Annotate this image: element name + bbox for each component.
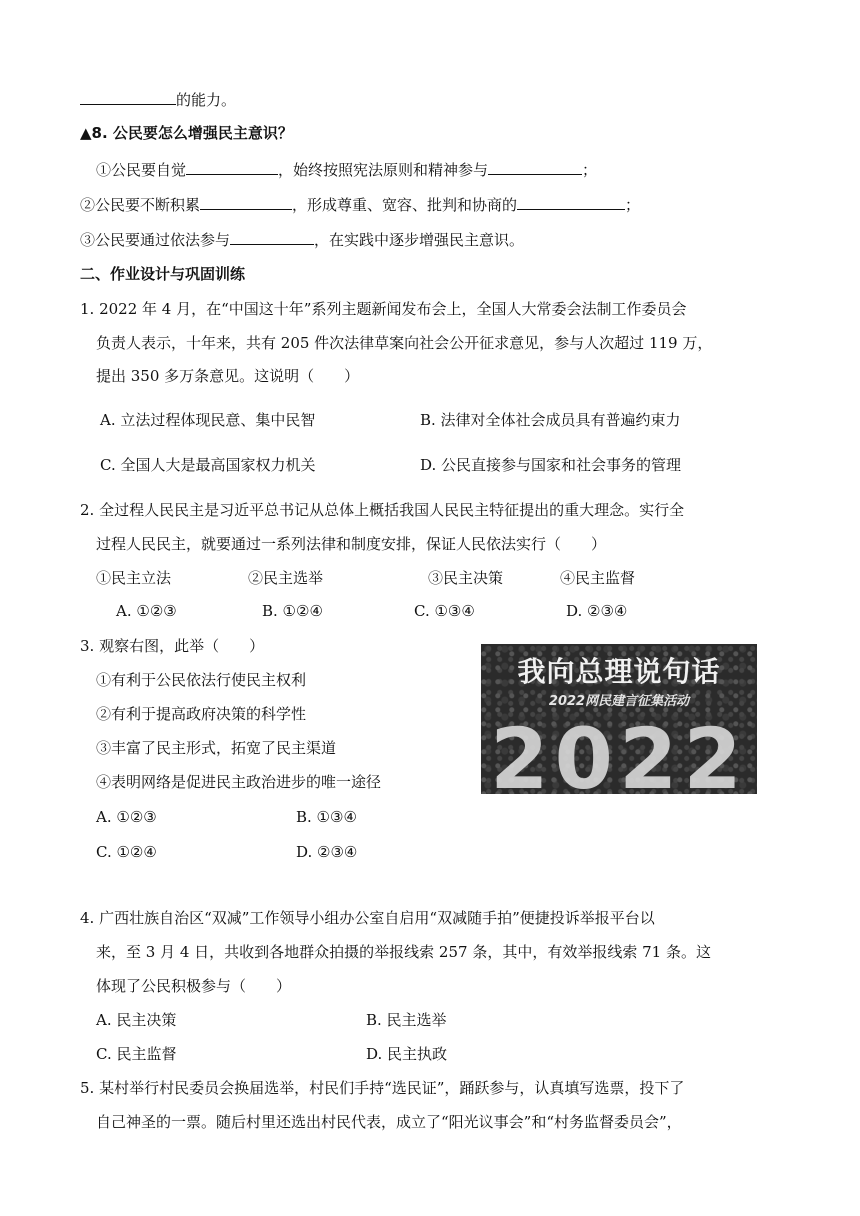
q5-line-2: 自己神圣的一票。随后村里还选出村民代表，成立了“阳光议事会”和“村务监督委员会”， [96, 1113, 682, 1131]
text: ； [625, 196, 641, 214]
answer-blank[interactable] [186, 158, 278, 175]
q2-option-d[interactable]: D. ②③④ [566, 602, 628, 620]
q1-option-b[interactable]: B. 法律对全体社会成员具有普遍约束力 [420, 411, 681, 429]
q8-item-3 [80, 228, 524, 251]
q3-option-b[interactable]: B. ①③④ [296, 808, 357, 826]
q4-option-d[interactable]: D. 民主执政 [366, 1045, 448, 1063]
text: ③公民要通过依法参与 [80, 231, 231, 249]
q3-statement-2: ②有利于提高政府决策的科学性 [96, 705, 307, 723]
q3-statement-3: ③丰富了民主形式，拓宽了民主渠道 [96, 739, 337, 757]
q3-option-a[interactable]: A. ①②③ [96, 808, 157, 826]
answer-blank[interactable] [517, 193, 625, 210]
q8-item-2 [80, 193, 640, 216]
q3-statement-4: ④表明网络是促进民主政治进步的唯一途径 [96, 773, 382, 791]
q2-line-1: 2. 全过程人民民主是习近平总书记从总体上概括我国人民民主特征提出的重大理念。实行全 [80, 501, 685, 519]
q1-line-2: 负责人表示，十年来，共有 205 件次法律草案向社会公开征求意见，参与人次超过 119 万， [96, 334, 713, 352]
text: ，在实践中逐步增强民主意识。 [314, 231, 525, 249]
answer-blank[interactable] [200, 193, 292, 210]
q2-statement-1: ①民主立法 [96, 569, 172, 587]
image-year: 2022 [490, 710, 748, 794]
text: ，始终按照宪法原则和精神参与 [278, 161, 489, 179]
q2-statement-4: ④民主监督 [560, 569, 636, 587]
section-title: 二、作业设计与巩固训练 [80, 265, 246, 283]
q3-statement-1: ①有利于公民依法行使民主权利 [96, 671, 307, 689]
q3-option-c[interactable]: C. ①②④ [96, 843, 157, 861]
q4-option-c[interactable]: C. 民主监督 [96, 1045, 177, 1063]
q5-line-1: 5. 某村举行村民委员会换届选举，村民们手持“选民证”，踊跃参与，认真填写选票，投下了 [80, 1079, 685, 1097]
q2-option-c[interactable]: C. ①③④ [414, 602, 475, 620]
image-subtitle: 2022网民建言征集活动 [548, 694, 690, 709]
answer-blank[interactable] [230, 228, 314, 245]
fill-line-top [80, 88, 236, 111]
q2-option-a[interactable]: A. ①②③ [116, 602, 177, 620]
q2-option-b[interactable]: B. ①②④ [262, 602, 323, 620]
q2-line-2: 过程人民民主，就要通过一系列法律和制度安排，保证人民依法实行（ ） [96, 535, 607, 553]
q4-line-2: 来，至 3 月 4 日，共收到各地群众拍摄的举报线索 257 条，其中，有效举报线索 71 条。这 [96, 943, 711, 961]
q1-option-a[interactable]: A. 立法过程体现民意、集中民智 [100, 411, 316, 429]
answer-blank[interactable] [80, 88, 176, 105]
text: ，形成尊重、宽容、批判和协商的 [292, 196, 518, 214]
q1-option-d[interactable]: D. 公民直接参与国家和社会事务的管理 [420, 456, 682, 474]
question-8-title: ▲8. 公民要怎么增强民主意识？ [80, 124, 293, 142]
q3-line-1: 3. 观察右图，此举（ ） [80, 637, 265, 655]
q4-line-1: 4. 广西壮族自治区“双减”工作领导小组办公室自启用“双减随手拍”便捷投诉举报平台以 [80, 909, 655, 927]
q1-line-1: 1. 2022 年 4 月，在“中国这十年”系列主题新闻发布会上，全国人大常委会法制工作委员会 [80, 300, 687, 318]
campaign-image [481, 644, 757, 794]
q4-option-a[interactable]: A. 民主决策 [96, 1011, 177, 1029]
text: 的能力。 [176, 91, 237, 109]
text: ； [582, 161, 598, 179]
answer-blank[interactable] [488, 158, 582, 175]
q3-option-d[interactable]: D. ②③④ [296, 843, 358, 861]
q2-statement-2: ②民主选举 [248, 569, 324, 587]
q1-option-c[interactable]: C. 全国人大是最高国家权力机关 [100, 456, 316, 474]
image-title: 我向总理说句话 [517, 655, 721, 688]
text: ①公民要自觉 [96, 161, 187, 179]
q4-line-3: 体现了公民积极参与（ ） [96, 977, 292, 995]
q4-option-b[interactable]: B. 民主选举 [366, 1011, 447, 1029]
text: ②公民要不断积累 [80, 196, 201, 214]
q2-statement-3: ③民主决策 [428, 569, 504, 587]
q8-item-1 [96, 158, 597, 181]
q1-line-3: 提出 350 多万条意见。这说明（ ） [96, 367, 360, 385]
